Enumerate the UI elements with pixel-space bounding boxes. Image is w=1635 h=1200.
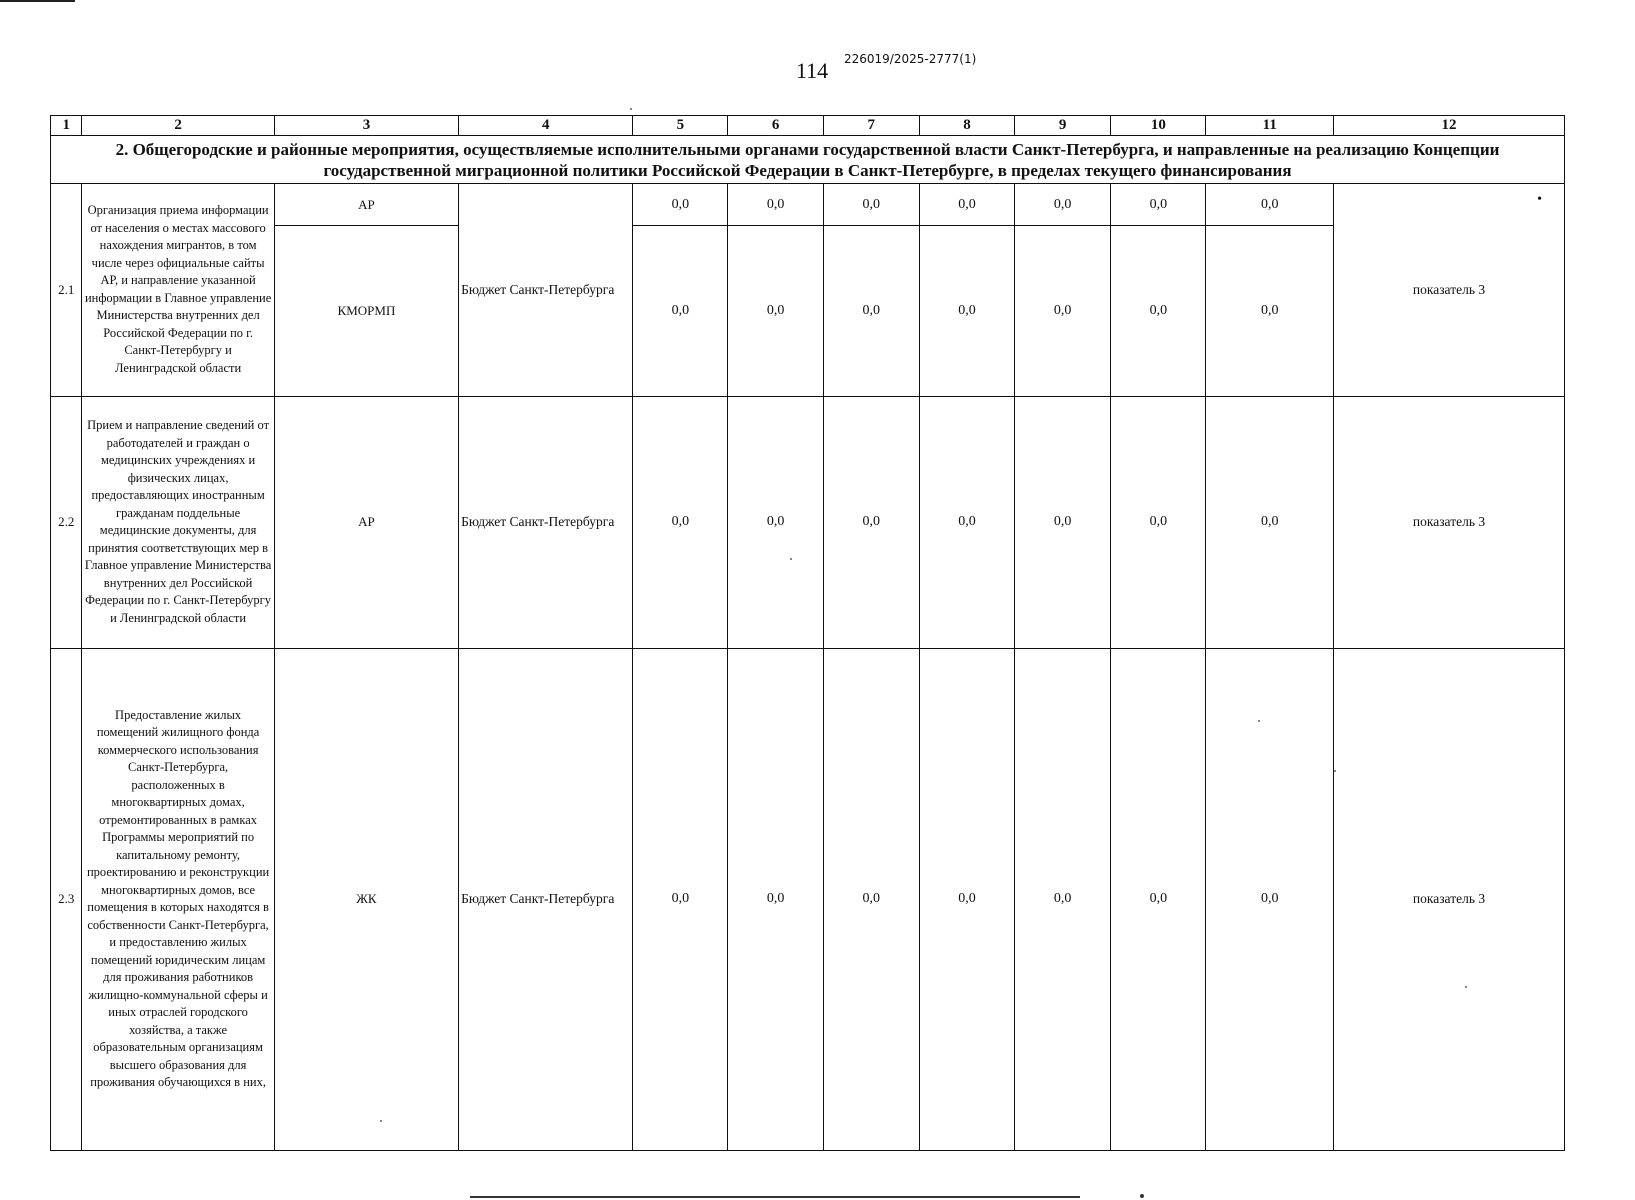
executor-cell: КМОРМП: [274, 226, 458, 396]
value-cell: 0,0: [1111, 648, 1206, 1150]
executor-cell: АР: [274, 183, 458, 226]
page-number: 114: [796, 58, 829, 83]
scan-speck: [630, 108, 632, 110]
value-cell: 0,0: [1111, 226, 1206, 396]
scan-speck: [1465, 986, 1467, 988]
indicator-cell: показатель 3: [1334, 396, 1565, 648]
value-cell: 0,0: [1015, 183, 1111, 226]
indicator-cell: [1334, 183, 1565, 396]
section-title: 2. Общегородские и районные мероприятия, осуществляемые исполнительными органами государственной власти Санкт-Петербурга, и направленные на реализацию Концепции государственной миграционной политики Российской Федерации в Санкт-Петербурге, в пределах текущего финансирования: [51, 136, 1565, 184]
value-cell: 0,0: [1206, 183, 1334, 226]
scan-mark: •: [1537, 191, 1542, 207]
value-cell: 0,0: [919, 183, 1014, 226]
row-number: 2.1: [51, 183, 82, 396]
row-number: 2.2: [51, 396, 82, 648]
column-header: 9: [1015, 116, 1111, 136]
scan-speck: [1334, 770, 1336, 772]
registration-number: 226019/2025-2777(1): [844, 52, 977, 66]
value-cell: 0,0: [1111, 396, 1206, 648]
column-header: 4: [459, 116, 633, 136]
value-cell: 0,0: [823, 648, 919, 1150]
value-cell: 0,0: [1111, 183, 1206, 226]
value-cell: 0,0: [1015, 226, 1111, 396]
row-number: 2.3: [51, 648, 82, 1150]
column-header: 5: [633, 116, 728, 136]
value-cell: 0,0: [728, 183, 823, 226]
table-row: [51, 396, 1565, 648]
value-cell: 0,0: [919, 396, 1014, 648]
value-cell: 0,0: [919, 648, 1014, 1150]
value-cell: 0,0: [1206, 226, 1334, 396]
measure-description: Прием и направление сведений от работодателей и граждан о медицинских учреждениях и физических лицах, предоставляющих иностранным гражданам поддельные медицинские документы, для принятия соответствующих мер в Главное управление Министерства внутренних дел Российской Федерации по г. Санкт-Петербургу и Ленинградской области: [82, 396, 274, 648]
value-cell: 0,0: [919, 226, 1014, 396]
scan-bottom-line: [470, 1196, 1080, 1198]
scan-speck: [790, 558, 792, 560]
scan-speck: [380, 1120, 382, 1122]
value-cell: 0,0: [1206, 648, 1334, 1150]
measures-table: [50, 115, 1565, 1151]
value-cell: 0,0: [633, 396, 728, 648]
column-header: 10: [1111, 116, 1206, 136]
value-cell: 0,0: [728, 396, 823, 648]
column-header: 3: [274, 116, 458, 136]
scan-edge-mark: [0, 0, 75, 2]
executor-cell: АР: [274, 396, 458, 648]
scan-speck: [1258, 720, 1260, 722]
indicator-label: показатель 3: [1412, 281, 1486, 297]
column-number-row: [51, 116, 1565, 136]
value-cell: 0,0: [633, 226, 728, 396]
funding-source: Бюджет Санкт-Петербурга: [459, 183, 633, 396]
column-header: 1: [51, 116, 82, 136]
value-cell: 0,0: [633, 183, 728, 226]
value-cell: 0,0: [823, 396, 919, 648]
column-header: 7: [823, 116, 919, 136]
measure-description: Организация приема информации от населения о местах массового нахождения мигрантов, в том числе через официальные сайты АР, и направление указанной информации в Главное управление Министерства внутренних дел Российской Федерации по г. Санкт-Петербургу и Ленинградской области: [82, 183, 274, 396]
value-cell: 0,0: [823, 183, 919, 226]
column-header: 8: [919, 116, 1014, 136]
indicator-cell: показатель 3: [1334, 648, 1565, 1150]
column-header: 2: [82, 116, 274, 136]
value-cell: 0,0: [728, 648, 823, 1150]
value-cell: 0,0: [1206, 396, 1334, 648]
table-row: [51, 183, 1565, 226]
section-title-row: [51, 136, 1565, 184]
scan-bottom-dot: [1140, 1194, 1144, 1198]
value-cell: 0,0: [823, 226, 919, 396]
value-cell: 0,0: [1015, 648, 1111, 1150]
measure-description: Предоставление жилых помещений жилищного фонда коммерческого использования Санкт-Петербурга, расположенных в многоквартирных домах, отремонтированных в рамках Программы мероприятий по капитальному ремонту, проектированию и реконструкции многоквартирных домов, все помещения в которых находятся в собственности Санкт-Петербурга, и предоставлению жилых помещений юридическим лицам для проживания работников жилищно-коммунальной сферы и иных отраслей городского хозяйства, а также образовательным организациям высшего образования для проживания обучающихся в них,: [82, 648, 274, 1150]
executor-cell: ЖК: [274, 648, 458, 1150]
value-cell: 0,0: [728, 226, 823, 396]
column-header: 11: [1206, 116, 1334, 136]
funding-source: Бюджет Санкт-Петербурга: [459, 396, 633, 648]
column-header: 12: [1334, 116, 1565, 136]
funding-source: Бюджет Санкт-Петербурга: [459, 648, 633, 1150]
value-cell: 0,0: [633, 648, 728, 1150]
table-row: [51, 648, 1565, 1150]
column-header: 6: [728, 116, 823, 136]
value-cell: 0,0: [1015, 396, 1111, 648]
